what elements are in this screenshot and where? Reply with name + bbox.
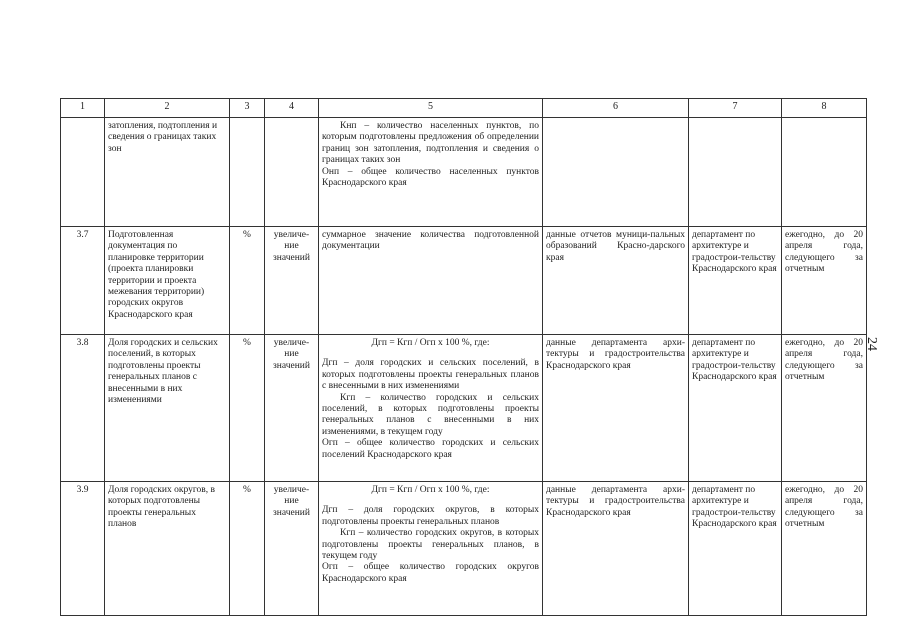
source-cell: данные отчетов муници-пальных образований Красно-дарского края [543,227,689,335]
source-cell: данные департамента архи-тектуры и градостроительства Краснодарского края [543,482,689,616]
method-line: суммарное значение количества подготовленной документации [322,230,539,252]
formula: Дгп = Кгп / Огп х 100 %, где: [371,338,490,348]
formula: Дгп = Кгп / Огп х 100 %, где: [371,485,490,495]
method-line: Кгп – количество городских и сельских поселений, в которых подготовлены проекты генеральных планов с внесенными в них изменениями, в текущем году [322,392,539,437]
responsible-cell: департамент по архитектуре и градострои-тельству Краснодарского края [689,482,782,616]
table-header-row [61,99,867,118]
method-cell [319,482,543,616]
indicator-name: Подготовленная документация по планировке территории (проекта планировки территории и проекта межевания территории) городских округов Краснодарского края [105,227,230,335]
header-cell: 5 [319,99,543,118]
indicator-name: затопления, подтопления и сведения о границах таких зон [105,118,230,227]
method-line: Дгп – доля городских и сельских поселений, в которых подготовлены проекты генеральных планов с внесенными в них изменениями [322,358,539,392]
period-cell: ежегодно, до 20 апреля года, следующего за отчетным [782,482,867,616]
unit-cell: % [230,482,265,616]
table-row [61,118,867,227]
responsible-cell: департамент по архитектуре и градострои-тельству Краснодарского края [689,227,782,335]
unit-cell: % [230,335,265,482]
indicator-name: Доля городских округов, в которых подготовлены проекты генеральных планов [105,482,230,616]
unit-cell: % [230,227,265,335]
indicator-name: Доля городских и сельских поселений, в которых подготовлены проекты генеральных планов с внесенными в них изменениями [105,335,230,482]
period-cell: ежегодно, до 20 апреля года, следующего за отчетным [782,335,867,482]
source-cell: данные департамента архи-тектуры и градостроительства Краснодарского края [543,335,689,482]
period-cell: ежегодно, до 20 апреля года, следующего за отчетным [782,227,867,335]
table-row [61,482,867,616]
table-row [61,335,867,482]
direction-cell: увеличе-ние значений [265,482,319,616]
method-line: Огп – общее количество городских и сельских поселений Краснодарского края [322,438,539,460]
row-number: 3.8 [61,335,105,482]
header-cell: 3 [230,99,265,118]
method-line: Кнп – количество населенных пунктов, по которым подготовлены предложения об определении границ зон затопления, подтопления и сведения о границах таких зон [322,121,539,166]
unit-cell [230,118,265,227]
header-cell: 2 [105,99,230,118]
direction-cell: увеличе-ние значений [265,335,319,482]
header-cell: 8 [782,99,867,118]
method-line: Дгп – доля городских округов, в которых подготовлены проекты генеральных планов [322,505,539,527]
header-cell: 1 [61,99,105,118]
row-number: 3.7 [61,227,105,335]
row-number: 3.9 [61,482,105,616]
method-line: Онп – общее количество населенных пунктов Краснодарского края [322,166,539,189]
period-cell [782,118,867,227]
header-cell: 4 [265,99,319,118]
method-line: Огп – общее количество городских округов Краснодарского края [322,562,539,584]
method-line: Кгп – количество городских округов, в которых подготовлены проекты генеральных планов, в текущем году [322,528,539,562]
header-cell: 7 [689,99,782,118]
header-cell: 6 [543,99,689,118]
direction-cell: увеличе-ние значений [265,227,319,335]
source-cell [543,118,689,227]
table-row [61,227,867,335]
method-cell [319,118,543,227]
method-cell [319,227,543,335]
direction-cell [265,118,319,227]
responsible-cell: департамент по архитектуре и градострои-тельству Краснодарского края [689,335,782,482]
row-number [61,118,105,227]
method-cell [319,335,543,482]
page-number: 24 [864,337,879,351]
responsible-cell [689,118,782,227]
indicators-table [60,98,867,616]
